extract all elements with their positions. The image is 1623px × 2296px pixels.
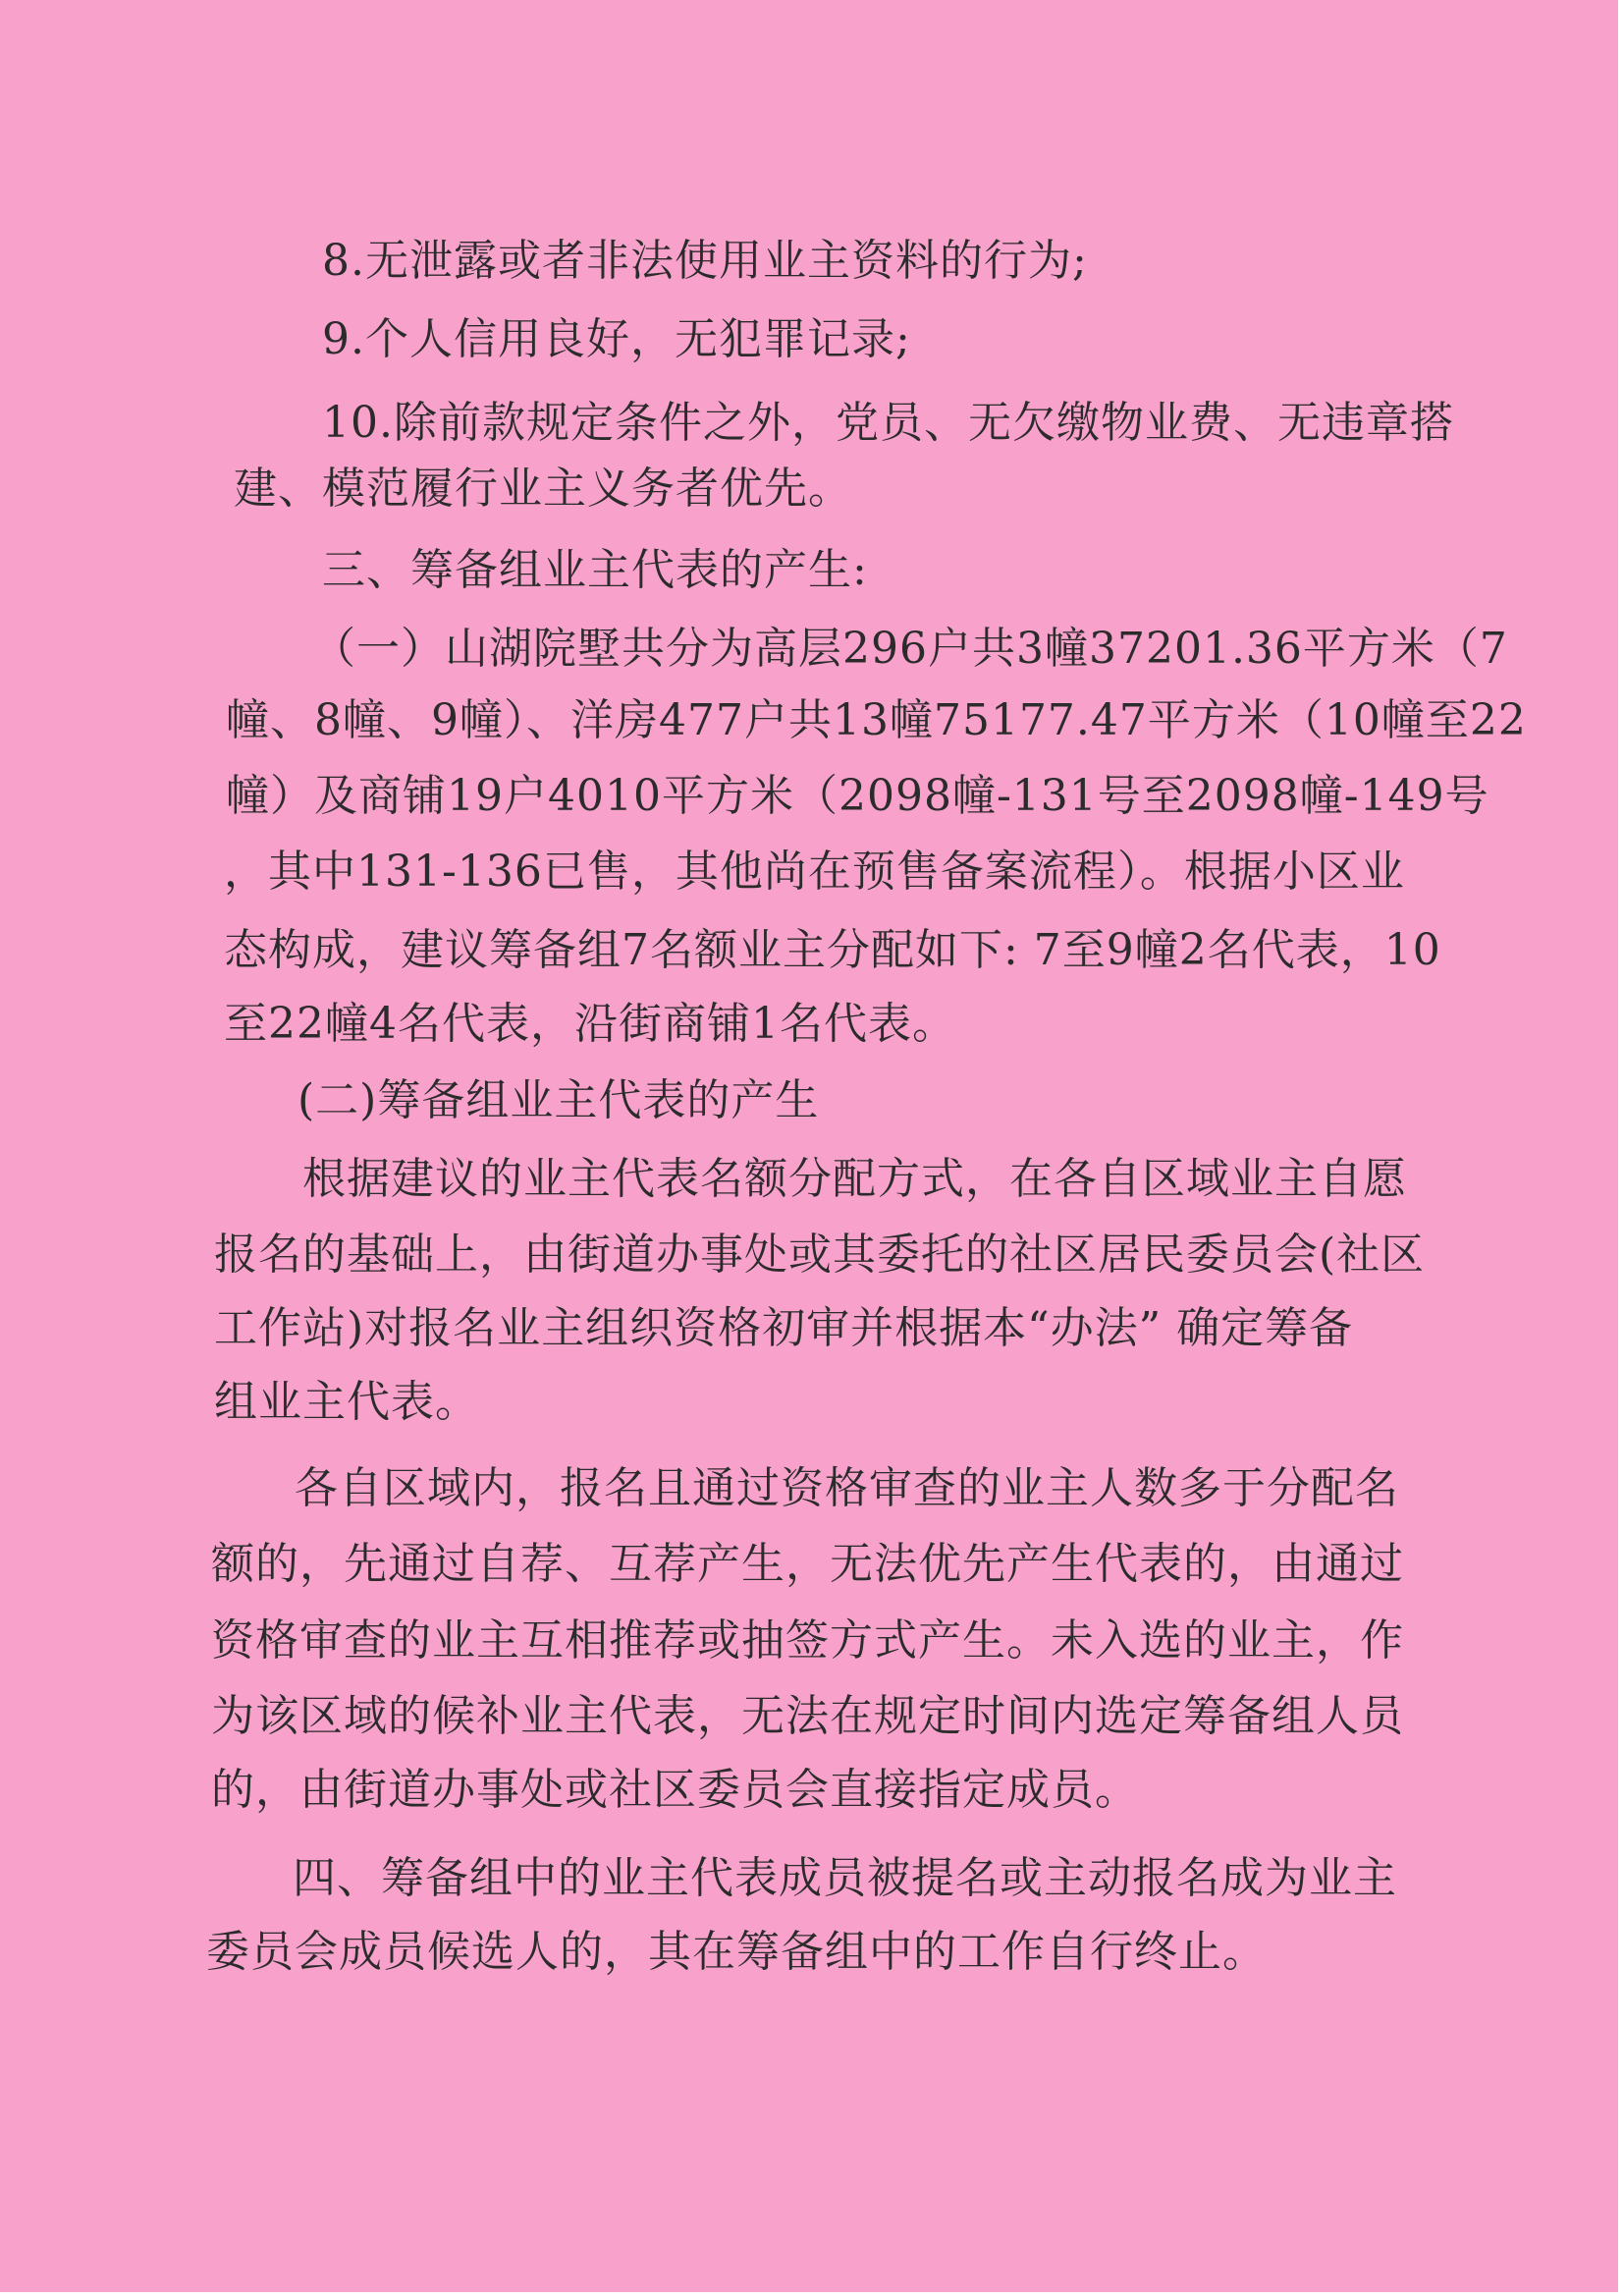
text-line: 的，由街道办事处或社区委员会直接指定成员。 bbox=[211, 1765, 1139, 1815]
text-line: 幢）及商铺19户4010平方米（2098幢-131号至2098幢-149号 bbox=[226, 771, 1489, 821]
text-line: 根据建议的业主代表名额分配方式，在各自区域业主自愿 bbox=[302, 1154, 1407, 1204]
text-line: 幢、8幢、9幢）、洋房477户共13幢75177.47平方米（10幢至22 bbox=[226, 695, 1527, 745]
text-line: 工作站)对报名业主组织资格初审并根据本“办法” 确定筹备 bbox=[214, 1303, 1354, 1353]
text-line: （一）山湖院墅共分为高层296户共3幢37201.36平方米（7 bbox=[312, 624, 1508, 674]
text-line: 报名的基础上，由街道办事处或其委托的社区居民委员会(社区 bbox=[214, 1230, 1426, 1280]
text-line: 资格审查的业主互相推荐或抽签方式产生。未入选的业主，作 bbox=[211, 1615, 1404, 1666]
text-line: 8.无泄露或者非法使用业主资料的行为; bbox=[322, 236, 1088, 286]
text-line: ，其中131-136已售，其他尚在预售备案流程）。根据小区业 bbox=[224, 847, 1405, 897]
text-line: 建、模范履行业主义务者优先。 bbox=[234, 464, 852, 514]
text-line: 四、筹备组中的业主代表成员被提名或主动报名成为业主 bbox=[293, 1853, 1397, 1903]
text-line: 组业主代表。 bbox=[214, 1377, 479, 1427]
text-line: 额的，先通过自荐、互荐产生，无法优先产生代表的，由通过 bbox=[211, 1539, 1404, 1589]
text-line: 态构成，建议筹备组7名额业主分配如下: 7至9幢2名代表，10 bbox=[224, 925, 1441, 975]
text-line: 委员会成员候选人的，其在筹备组中的工作自行终止。 bbox=[206, 1927, 1267, 1977]
text-line: 为该区域的候补业主代表，无法在规定时间内选定筹备组人员 bbox=[211, 1691, 1404, 1741]
text-line: 10.除前款规定条件之外，党员、无欠缴物业费、无违章搭 bbox=[322, 398, 1454, 448]
text-line: 三、筹备组业主代表的产生: bbox=[322, 545, 868, 595]
text-line: 各自区域内，报名且通过资格审查的业主人数多于分配名 bbox=[295, 1463, 1399, 1513]
text-line: 9.个人信用良好，无犯罪记录; bbox=[322, 314, 911, 364]
text-line: (二)筹备组业主代表的产生 bbox=[298, 1075, 820, 1125]
text-line: 至22幢4名代表，沿街商铺1名代表。 bbox=[224, 999, 956, 1049]
